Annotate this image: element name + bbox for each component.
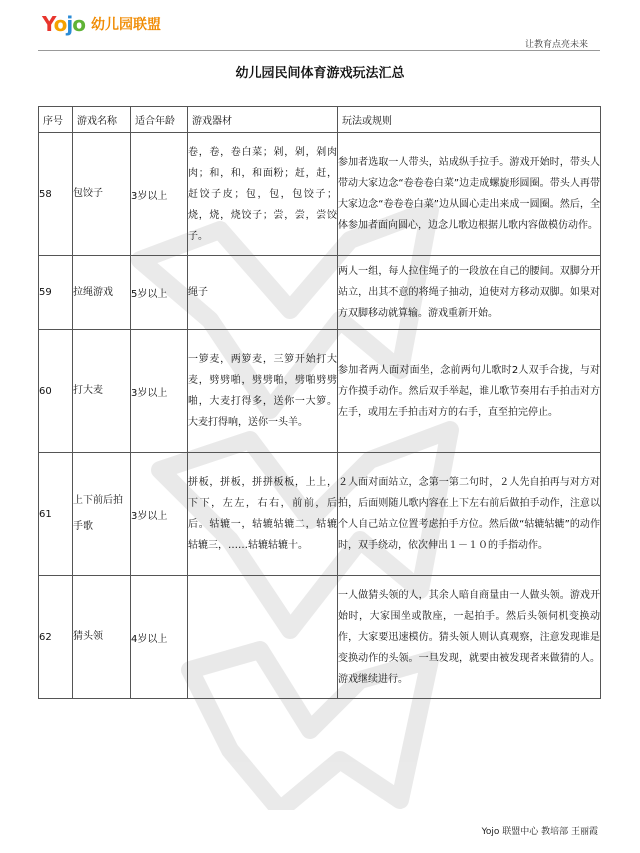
game-name: 包饺子 [73, 133, 131, 256]
column-header-equipment: 游戏器材 [188, 107, 338, 133]
game-equipment: 卷，卷，卷白菜；剁，剁，剁肉肉；和，和，和面粉；赶，赶，赶饺子皮；包，包，包饺子；烧，烧，烧饺子；尝，尝，尝饺子。 [188, 133, 338, 256]
column-header-rules: 玩法或规则 [338, 107, 601, 133]
yojo-logo [42, 12, 161, 36]
column-header-number: 序号 [39, 107, 73, 133]
suitable-age: 4岁以上 [131, 576, 188, 699]
game-name: 上下前后拍手歌 [73, 453, 131, 576]
game-rules: 一人做猜头领的人，其余人暗自商量由一人做头领。游戏开始时，大家围坐或散座，一起拍手。然后头领伺机变换动作，大家要迅速模仿。猜头领人则认真观察，注意发现谁是变换动作的头领。一旦发现，就要由被发现者来做猜的人。游戏继续进行。 [338, 576, 601, 699]
header-slogan: 让教育点亮未来 [524, 40, 588, 50]
game-equipment: 绳子 [188, 256, 338, 330]
row-number: 61 [39, 453, 73, 576]
game-equipment [188, 576, 338, 699]
table-row [39, 256, 601, 330]
game-rules: 参加者选取一人带头，站成纵手拉手。游戏开始时，带头人带动大家边念“卷卷卷白菜”边走成螺旋形圆圈。带头人再带大家边念“卷卷卷白菜”边从圆心走出来成一圆圈。然后，全体参加者面向圆心，边念儿歌边根据儿歌内容做模仿动作。 [338, 133, 601, 256]
suitable-age: 3岁以上 [131, 330, 188, 453]
page-header [0, 0, 640, 52]
logo-chinese-name: 幼儿园联盟 [91, 17, 162, 33]
game-name: 拉绳游戏 [73, 256, 131, 330]
column-header-age: 适合年龄 [131, 107, 188, 133]
table-header-row [39, 107, 601, 133]
row-number: 60 [39, 330, 73, 453]
game-rules: 两人一组，每人拉住绳子的一段放在自己的腰间。双脚分开站立，出其不意的将绳子抽动，迫使对方移动双脚。如果对方双脚移动就算输。游戏重新开始。 [338, 256, 601, 330]
row-number: 62 [39, 576, 73, 699]
table-row [39, 453, 601, 576]
page-footer: Yojo 联盟中心 教培部 王丽霞 [481, 827, 598, 837]
games-table [38, 106, 601, 699]
game-name: 猜头领 [73, 576, 131, 699]
suitable-age: 3岁以上 [131, 133, 188, 256]
suitable-age: 3岁以上 [131, 453, 188, 576]
suitable-age: 5岁以上 [131, 256, 188, 330]
game-rules: 参加者两人面对面坐，念前两句儿歌时2人双手合拢，与对方作摸手动作。然后双手举起，谁儿歌节奏用右手拍击对方左手，或用左手拍击对方的右手，直至拍完停止。 [338, 330, 601, 453]
header-divider [38, 50, 600, 51]
game-equipment: 拼板，拼板，拼拼板板，上上，下下，左左，右右，前前，后后。轱辘一，轱辘轱辘二，轱辘轱辘三，……轱辘轱辘十。 [188, 453, 338, 576]
row-number: 58 [39, 133, 73, 256]
game-name: 打大麦 [73, 330, 131, 453]
table-row [39, 330, 601, 453]
logo-wordmark: Yojo [42, 12, 86, 36]
game-equipment: 一箩麦，两箩麦，三箩开始打大麦，劈劈啪，劈劈啪，劈啪劈劈啪，大麦打得多，送你一大箩。大麦打得响，送你一头羊。 [188, 330, 338, 453]
table-row [39, 576, 601, 699]
table-row [39, 133, 601, 256]
document-title: 幼儿园民间体育游戏玩法汇总 [235, 66, 405, 81]
row-number: 59 [39, 256, 73, 330]
game-rules: ２人面对面站立，念第一第二句时，２人先自拍再与对方对拍，后面则随儿歌内容在上下左右前后做拍手动作，注意以个人自己站立位置考虑拍手方位。然后做“轱辘轱辘”的动作时，双手绕动，依次伸出１－１０的手指动作。 [338, 453, 601, 576]
column-header-name: 游戏名称 [73, 107, 131, 133]
